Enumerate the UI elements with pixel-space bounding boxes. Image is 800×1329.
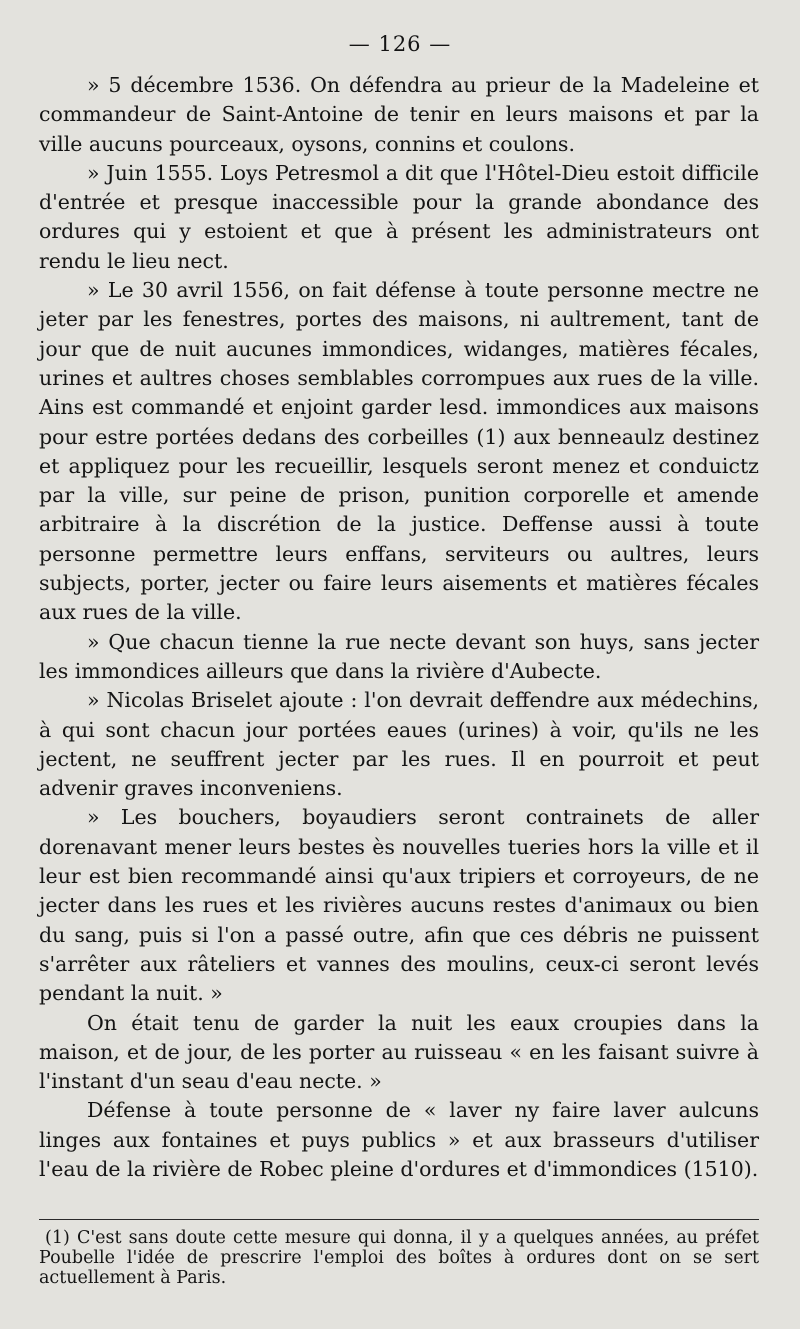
paragraph-7: On était tenu de garder la nuit les eaux croupies dans la maison, et de jour, de les porter au ruisseau « en les faisant suivre à l'instant d'un seau d'eau necte. » (39, 1010, 759, 1094)
paragraph-5: » Nicolas Briselet ajoute : l'on devrait deffendre aux médechins, à qui sont chacun jour portées eaues (urines) à voir, qu'ils ne les jectent, ne seuffrent jecter par les rues. Il en pourroit et peut advenir graves inconveniens. (39, 688, 759, 801)
page-number: — 126 — (348, 32, 452, 56)
paragraph-3: » Le 30 avril 1556, on fait défense à toute personne mectre ne jeter par les fenestres, portes des maisons, ni aultrement, tant de jour que de nuit aucunes immondices, widanges, matières fécales, urines et aultres choses semblables corrompues aux rues de la ville. Ains est commandé et enjoint garder lesd. immondices aux maisons pour estre portées dedans des corbeilles (1) aux benneaulz destinez et appliquez pour les recueillir, lesquels seront menez et conduictz par la ville, sur peine de prison, punition corporelle et amende arbitraire à la discrétion de la justice. Deffense aussi à toute personne permettre leurs enffans, serviteurs ou aultres, leurs subjects, porter, jecter ou faire leurs aisements et matières fécales aux rues de la ville. (39, 278, 759, 625)
paragraph-4: » Que chacun tienne la rue necte devant son huys, sans jecter les immondices ailleurs que dans la rivière d'Aubecte. (39, 629, 759, 683)
paragraph-2: » Juin 1555. Loys Petresmol a dit que l'Hôtel-Dieu estoit difficile d'entrée et presque inaccessible pour la grande abondance des ordures qui y estoient et que à présent les administrateurs ont rendu le lieu nect. (39, 160, 759, 273)
paragraph-6: » Les bouchers, boyaudiers seront contrainets de aller dorenavant mener leurs bestes ès nouvelles tueries hors la ville et il leur est bien recommandé ainsi qu'aux tripiers et corroyeurs, de ne jecter dans les rues et les rivières aucuns restes d'animaux ou bien du sang, puis si l'on a passé outre, afin que ces débris ne puissent s'arrêter aux râteliers et vannes des moulins, ceux-ci seront levés pendant la nuit. » (39, 805, 759, 1006)
paragraph-1: » 5 décembre 1536. On défendra au prieur de la Madeleine et commandeur de Saint-Antoine de tenir en leurs maisons et par la ville aucuns pourceaux, oysons, connins et coulons. (39, 73, 759, 156)
paragraph-8: Défense à toute personne de « laver ny faire laver aulcuns linges aux fontaines et puys publics » et aux brasseurs d'utiliser l'eau de la rivière de Robec pleine d'ordures et d'immondices (1510). (39, 1098, 759, 1181)
footnote (39, 1228, 759, 1288)
footnote-text: (1) C'est sans doute cette mesure qui donna, il y a quelques années, au préfet Poubelle l'idée de prescrire l'emploi des boîtes à ordures dont on se sert actuellement à Paris. (39, 1228, 759, 1288)
footnote-divider (39, 1219, 759, 1220)
body-text (39, 71, 759, 1184)
